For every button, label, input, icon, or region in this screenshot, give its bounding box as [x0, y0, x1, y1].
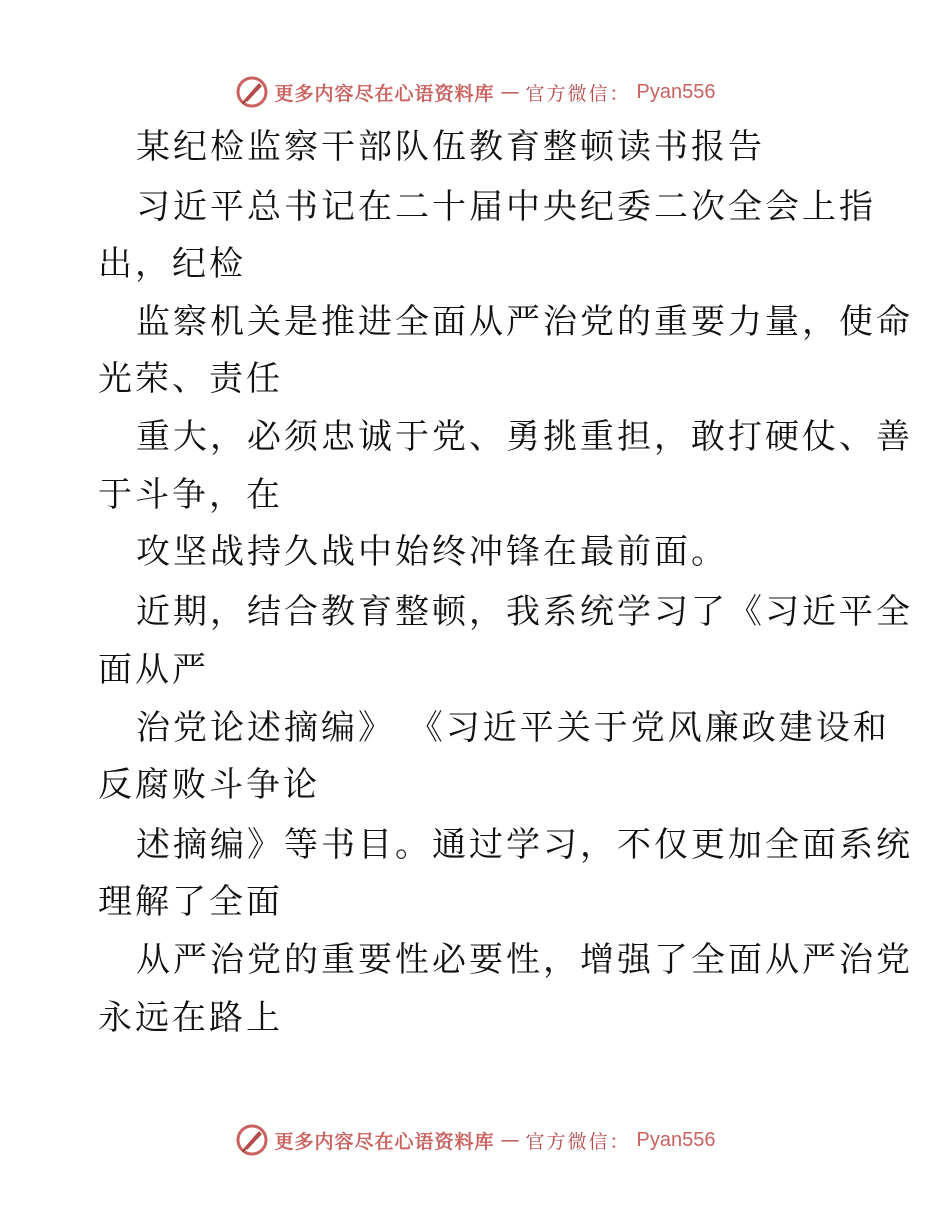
banner-separator: — [500, 81, 520, 103]
banner-site-text: 更多内容尽在心语资料库 [274, 82, 495, 105]
paragraph-line: 于斗争，在 [98, 475, 283, 515]
quill-pen-logo-icon [235, 75, 269, 109]
paragraph-line: 从严治党的重要性必要性，增强了全面从严治党 [136, 940, 913, 980]
paragraph-line: 攻坚战持久战中始终冲锋在最前面。 [136, 532, 728, 572]
paragraph-line: 出，纪检 [98, 244, 246, 284]
banner-site-text: 更多内容尽在心语资料库 [274, 1130, 495, 1153]
paragraph-line: 治党论述摘编》 《习近平关于党风廉政建设和 [136, 708, 890, 748]
banner-wechat-label: 官方微信： [525, 1130, 631, 1153]
paragraph-line: 反腐败斗争论 [98, 765, 320, 805]
footer-banner [0, 1120, 950, 1160]
paragraph-line: 述摘编》等书目。通过学习，不仅更加全面系统 [136, 825, 913, 865]
paragraph-line: 理解了全面 [98, 882, 283, 922]
paragraph-line: 重大，必须忠诚于党、勇挑重担，敢打硬仗、善 [136, 417, 913, 457]
banner-wechat-label: 官方微信： [525, 82, 631, 105]
paragraph-line: 习近平总书记在二十届中央纪委二次全会上指 [136, 187, 876, 227]
document-title: 某纪检监察干部队伍教育整顿读书报告 [136, 127, 765, 167]
paragraph-line: 永远在路上 [98, 998, 283, 1038]
paragraph-line: 近期，结合教育整顿，我系统学习了《习近平全 [136, 592, 913, 632]
header-banner [0, 72, 950, 112]
paragraph-line: 监察机关是推进全面从严治党的重要力量，使命 [136, 302, 913, 342]
quill-pen-logo-icon [235, 1123, 269, 1157]
paragraph-line: 面从严 [98, 650, 209, 690]
banner-wechat-id: Pyan556 [636, 80, 716, 103]
banner-separator: — [500, 1129, 520, 1151]
paragraph-line: 光荣、责任 [98, 359, 283, 399]
banner-wechat-id: Pyan556 [636, 1128, 716, 1151]
